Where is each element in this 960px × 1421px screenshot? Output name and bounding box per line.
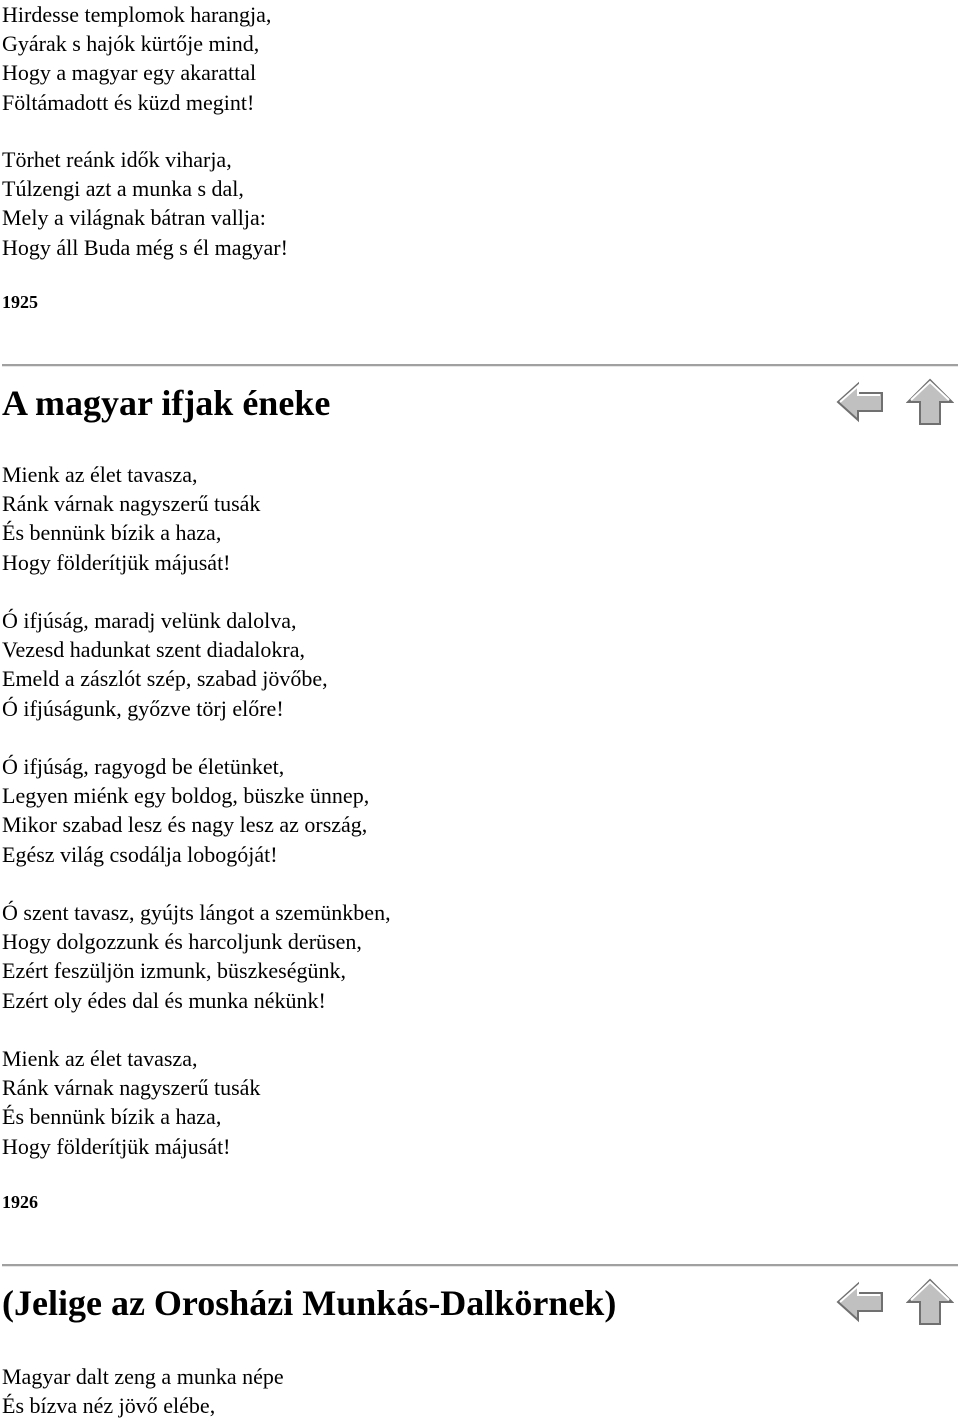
poem-line: Föltámadott és küzd megint! [2,89,255,115]
prev-poem-stanza [2,145,288,262]
poem-line: Magyar dalt zeng a munka népe [2,1364,284,1389]
poem-line: Ezért oly édes dal és munka nékünk! [2,987,326,1013]
poem-line: Mienk az élet tavasza, [2,462,198,487]
poem-nav [836,378,954,426]
poem-line: Mienk az élet tavasza, [2,1046,198,1071]
poem-line: Ó ifjúságunk, győzve törj előre! [2,695,284,721]
poem-line: Ránk várnak nagyszerű tusák [2,1075,261,1101]
divider [2,1264,958,1267]
poem-line: Hogy földerítjük májusát! [2,549,231,575]
poem-stanza [2,1362,284,1420]
poem-line: Egész világ csodálja lobogóját! [2,841,278,867]
prev-poem-stanza [2,0,271,117]
poem-line: Ezért feszüljön izmunk, büszkeségünk, [2,958,346,984]
poem-line: Hogy áll Buda még s él magyar! [2,234,288,260]
poem-line: Ó ifjúság, maradj velünk dalolva, [2,608,297,633]
poem-title: (Jelige az Orosházi Munkás-Dalkörnek) [2,1283,617,1323]
arrow-up-icon[interactable] [906,1278,954,1326]
arrow-left-icon[interactable] [836,378,884,426]
poem-line: Legyen miénk egy boldog, büszke ünnep, [2,783,370,809]
poem-stanza [2,752,369,869]
poem-line: És bennünk bízik a haza, [2,520,222,546]
poem-title: A magyar ifjak éneke [2,383,331,423]
poem-line: Emeld a zászlót szép, szabad jövőbe, [2,666,328,692]
poem-line: Vezesd hadunkat szent diadalokra, [2,637,305,663]
poem-line: Túlzengi azt a munka s dal, [2,176,244,202]
poem-stanza [2,898,391,1015]
poem-line: Ó ifjúság, ragyogd be életünket, [2,754,285,779]
poem-line: Mely a világnak bátran vallja: [2,205,266,231]
poem-stanza [2,460,260,577]
divider [2,364,958,367]
poem-stanza [2,606,328,723]
poem-stanza [2,1044,260,1161]
arrow-up-icon[interactable] [906,378,954,426]
poem-line: Hirdesse templomok harangja, [2,2,272,27]
arrow-left-icon[interactable] [836,1278,884,1326]
poem-line: Hogy dolgozzunk és harcoljunk derüsen, [2,929,362,955]
poem-line: Ó szent tavasz, gyújts lángot a szemünkben, [2,900,391,925]
poem-line: Gyárak s hajók kürtője mind, [2,31,260,57]
poem-line: És bízva néz jövő elébe, [2,1393,216,1419]
poem-line: Ránk várnak nagyszerű tusák [2,491,261,517]
poem-nav [836,1278,954,1326]
poem-date: 1925 [2,292,38,312]
poem-line: Mikor szabad lesz és nagy lesz az ország, [2,812,368,838]
poem-date: 1926 [2,1192,38,1212]
poem-line: Hogy a magyar egy akarattal [2,60,257,86]
poem-line: És bennünk bízik a haza, [2,1104,222,1130]
poem-line: Törhet reánk idők viharja, [2,147,232,172]
poem-line: Hogy földerítjük májusát! [2,1133,231,1159]
